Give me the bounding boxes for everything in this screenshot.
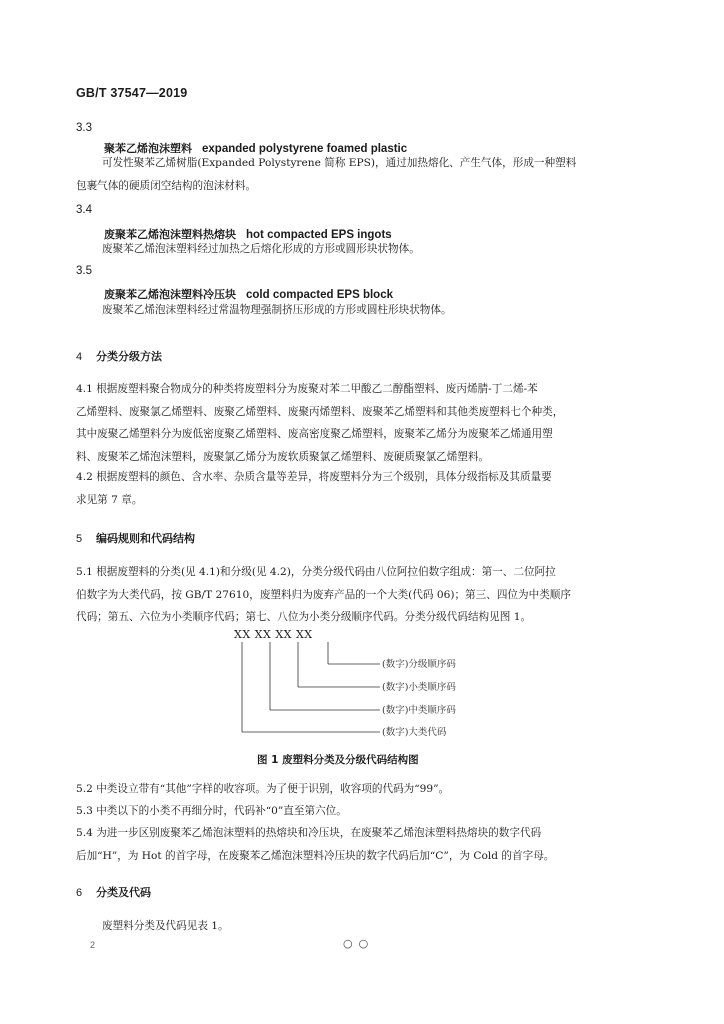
section-title: 编码规则和代码结构 [96, 532, 195, 545]
figure-caption: 图 1 废塑料分类及分级代码结构图 [257, 754, 419, 766]
section-5-heading [76, 530, 195, 546]
term-number-3-5: 3.5 [76, 265, 92, 277]
term-number-3-3: 3.3 [76, 122, 92, 134]
term-cn: 废聚苯乙烯泡沫塑料冷压块 [104, 288, 236, 301]
clause-line: 求见第 7 章。 [76, 493, 143, 506]
clause-line: 伯数字为大类代码，按 GB/T 27610，废塑料归为废弃产品的一个大类(代码 06)；第三、四位为中类顺序 [76, 588, 571, 601]
label-midclass-code: (数字)中类顺序码 [382, 705, 456, 716]
footer-marks: ○○ [343, 937, 375, 950]
term-number-3-4: 3.4 [76, 204, 92, 216]
clause-line: 4.2 根据废塑料的颜色、含水率、杂质含量等差异，将废塑料分为三个级别，具体分级指标及其质量要 [76, 471, 552, 483]
label-subclass-code: (数字)小类顺序码 [382, 682, 456, 693]
clause-5-1 [76, 561, 571, 629]
clause-line: 其中废聚乙烯塑料分为废低密度聚乙烯塑料、废高密度聚乙烯塑料，废聚苯乙烯分为废聚苯乙烯通用塑 [76, 428, 553, 440]
label-major-code: (数字)大类代码 [382, 727, 447, 738]
clause-line: 4.1 根据废塑料聚合物成分的种类将废塑料分为废聚对苯二甲酸乙二醇酯塑料、废丙烯腈-丁二烯-苯 [76, 383, 538, 395]
clause-4-2 [76, 466, 552, 511]
section-6-text: 废塑料分类及代码见表 1。 [102, 920, 229, 932]
clause-line: 料、废聚苯乙烯泡沫塑料，废聚氯乙烯分为废软质聚氯乙烯塑料、废硬质聚氯乙烯塑料。 [76, 450, 490, 463]
standard-code-header: GB/T 37547—2019 [76, 86, 188, 100]
clause-5-4 [76, 822, 554, 867]
section-number: 5 [76, 533, 83, 545]
page-number: 2 [90, 940, 96, 950]
connector-lines [242, 642, 380, 732]
clause-line: 代码；第五、六位为小类顺序代码；第七、八位为小类分级顺序代码。分类分级代码结构见图 1。 [76, 611, 532, 623]
section-title: 分类及代码 [96, 886, 151, 899]
clause-line: 乙烯塑料、废聚氯乙烯塑料、废聚乙烯塑料、废聚丙烯塑料、废聚苯乙烯塑料和其他类废塑料七个种类， [76, 405, 564, 418]
clause-line: 后加“H”，为 Hot 的首字母，在废聚苯乙烯泡沫塑料冷压块的数字代码后加“C”，为 Cold 的首字母。 [76, 849, 555, 862]
clause-4-1 [76, 378, 563, 468]
clause-5-2: 5.2 中类设立带有“其他”字样的收容项。为了便于识别，收容项的代码为“99”。 [76, 783, 450, 795]
label-grade-code: (数字)分级顺序码 [382, 659, 456, 670]
term-def-3-4-line1: 废聚苯乙烯泡沫塑料经过加热之后熔化形成的方形或圆形块状物体。 [102, 243, 420, 255]
section-number: 6 [76, 887, 83, 899]
term-cn: 聚苯乙烯泡沫塑料 [104, 142, 192, 155]
section-6-heading [76, 884, 151, 900]
term-en: expanded polystyrene foamed plastic [202, 143, 408, 155]
term-cn: 废聚苯乙烯泡沫塑料热熔块 [104, 228, 236, 241]
clause-5-3: 5.3 中类以下的小类不再细分时，代码补“0”直至第六位。 [76, 805, 347, 817]
clause-line: 5.4 为进一步区别废聚苯乙烯泡沫塑料的热熔块和冷压块，在废聚苯乙烯泡沫塑料热熔块的数字代码 [76, 827, 542, 839]
section-4-heading [76, 348, 162, 364]
code-pattern: XX XX XX XX [234, 628, 313, 641]
clause-line: 5.1 根据废塑料的分类(见 4.1)和分级(见 4.2)，分类分级代码由八位阿拉伯数字组成：第一、二位阿拉 [76, 566, 556, 578]
term-en: cold compacted EPS block [246, 289, 393, 301]
section-number: 4 [76, 351, 83, 363]
term-def-3-3-line2: 包裹气体的硬质闭空结构的泡沫材料。 [76, 180, 257, 192]
term-def-3-5-line1: 废聚苯乙烯泡沫塑料经过常温物理强制挤压形成的方形或圆柱形块状物体。 [102, 304, 452, 316]
term-def-3-3-line1: 可发性聚苯乙烯树脂(Expanded Polystyrene 简称 EPS)，通过加热熔化、产生气体，形成一种塑料 [102, 157, 577, 169]
term-en: hot compacted EPS ingots [246, 229, 392, 241]
section-title: 分类分级方法 [96, 350, 162, 363]
code-structure-diagram [220, 624, 520, 744]
